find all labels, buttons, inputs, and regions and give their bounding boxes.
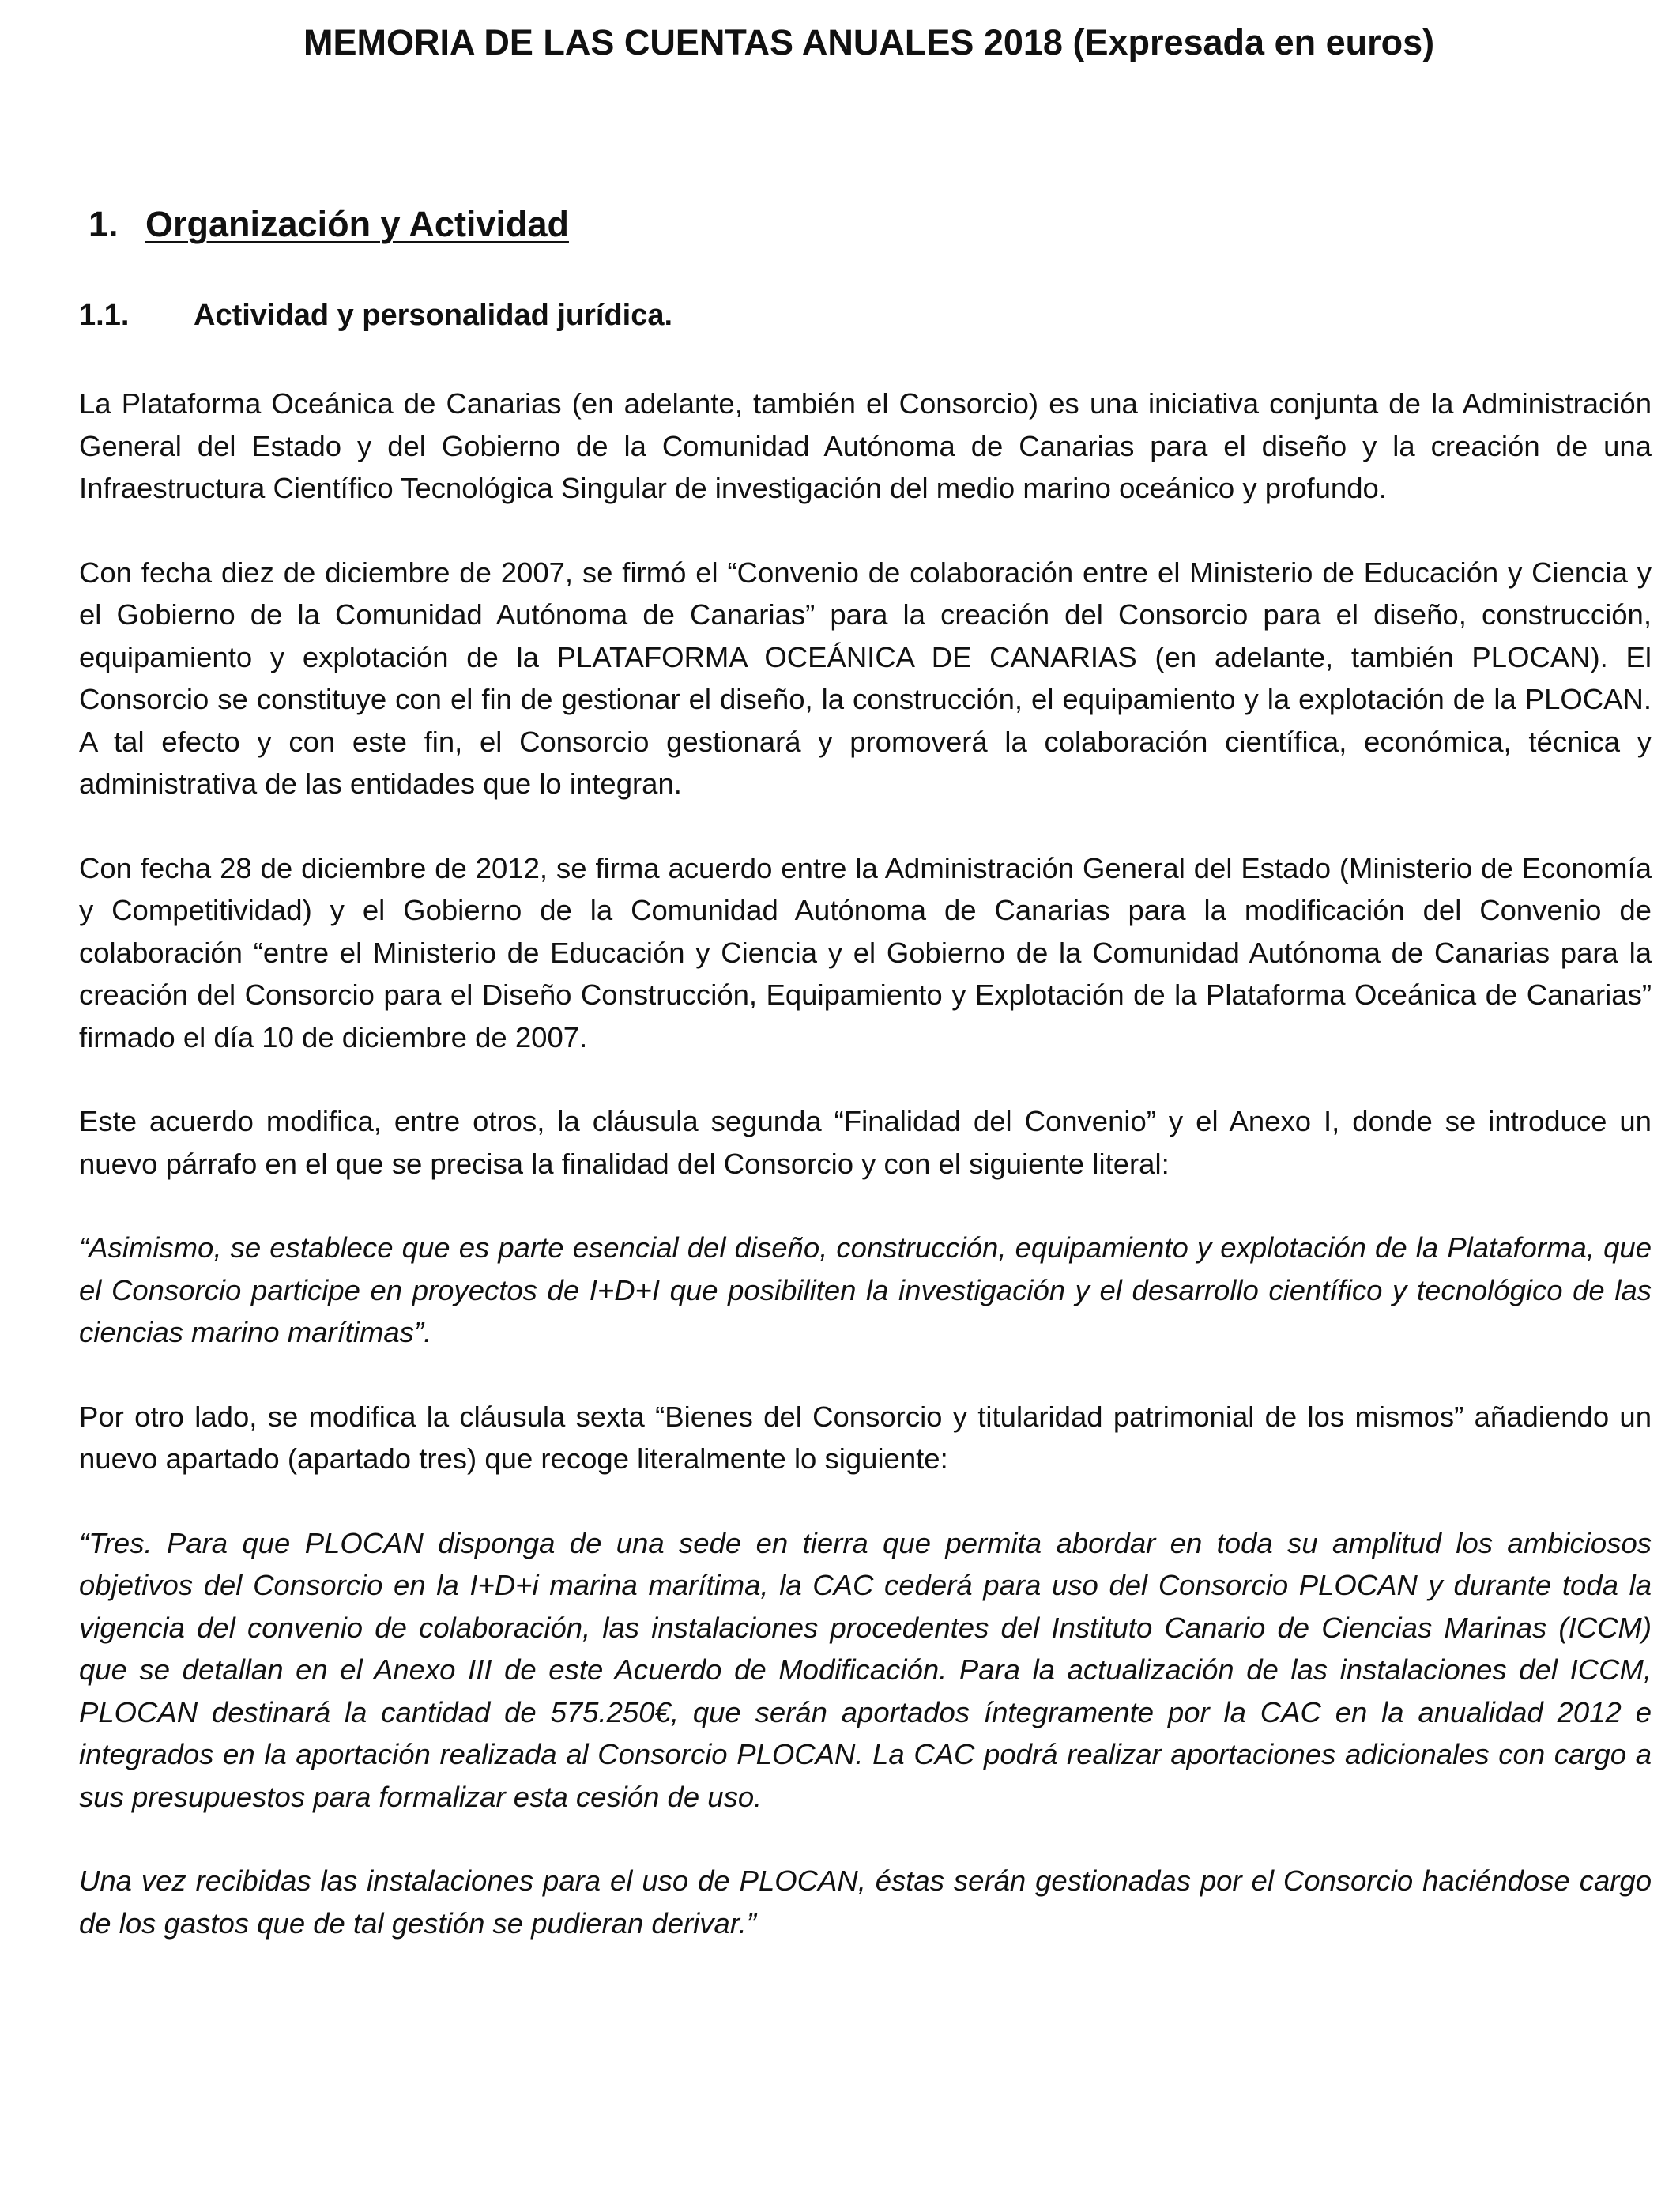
- document-body: [79, 383, 1652, 1986]
- subsection-number: 1.1.: [79, 299, 130, 332]
- subsection-heading: [79, 299, 672, 333]
- section-heading: [89, 204, 569, 245]
- quote-finalidad: “Asimismo, se establece que es parte esencial del diseño, construcción, equipamiento y explotación de la Plataforma, que el Consorcio participe en proyectos de I+D+I que posibiliten la investigación y el desarrollo científico y tecnológico de las ciencias marino marítimas”.: [79, 1231, 1652, 1348]
- section-title: Organización y Actividad: [145, 204, 569, 244]
- section-number: 1.: [89, 204, 119, 244]
- paragraph-acuerdo-2012: Con fecha 28 de diciembre de 2012, se firma acuerdo entre la Administración General del Estado (Ministerio de Economía y Competitividad) y el Gobierno de la Comunidad Autónoma de Canarias para la modificación del Convenio de colaboración “entre el Ministerio de Educación y Ciencia y el Gobierno de la Comunidad Autónoma de Canarias para la creación del Consorcio para el Diseño Construcción, Equipamiento y Explotación de la Plataforma Oceánica de Canarias” firmado el día 10 de diciembre de 2007.: [79, 851, 1652, 1054]
- subsection-title: Actividad y personalidad jurídica.: [194, 299, 673, 332]
- paragraph-clausula-sexta: Por otro lado, se modifica la cláusula sexta “Bienes del Consorcio y titularidad patrimonial de los mismos” añadiendo un nuevo apartado (apartado tres) que recoge literalmente lo siguiente:: [79, 1400, 1652, 1475]
- quote-apartado-tres: “Tres. Para que PLOCAN disponga de una sede en tierra que permita abordar en toda su amplitud los ambiciosos objetivos del Consorcio en la I+D+i marina marítima, la CAC cederá para uso del Consorcio PLOCAN y durante toda la vigencia del convenio de colaboración, las instalaciones procedentes del Instituto Canario de Ciencias Marinas (ICCM) que se detallan en el Anexo III de este Acuerdo de Modificación. Para la actualización de las instalaciones del ICCM, PLOCAN destinará la cantidad de 575.250€, que serán aportados íntegramente por la CAC en la anualidad 2012 e integrados en la aportación realizada al Consorcio PLOCAN. La CAC podrá realizar aportaciones adicionales con cargo a sus presupuestos para formalizar esta cesión de uso.: [79, 1526, 1652, 1813]
- paragraph-plocan-intro: La Plataforma Oceánica de Canarias (en adelante, también el Consorcio) es una iniciativa conjunta de la Administración General del Estado y del Gobierno de la Comunidad Autónoma de Canarias para el diseño y la creación de una Infraestructura Científico Tecnológica Singular de investigación del medio marino oceánico y profundo.: [79, 387, 1652, 504]
- paragraph-convenio-2007: Con fecha diez de diciembre de 2007, se firmó el “Convenio de colaboración entre el Ministerio de Educación y Ciencia y el Gobierno de la Comunidad Autónoma de Canarias” para la creación del Consorcio para el diseño, construcción, equipamiento y explotación de la PLATAFORMA OCEÁNICA DE CANARIAS (en adelante, también PLOCAN). El Consorcio se constituye con el fin de gestionar el diseño, la construcción, el equipamiento y la explotación de la PLOCAN. A tal efecto y con este fin, el Consorcio gestionará y promoverá la colaboración científica, económica, técnica y administrativa de las entidades que lo integran.: [79, 556, 1652, 800]
- document-title: MEMORIA DE LAS CUENTAS ANUALES 2018 (Expresada en euros): [303, 22, 1435, 62]
- paragraph-clausula-segunda: Este acuerdo modifica, entre otros, la cláusula segunda “Finalidad del Convenio” y el Anexo I, donde se introduce un nuevo párrafo en el que se precisa la finalidad del Consorcio y con el siguiente literal:: [79, 1105, 1652, 1180]
- quote-gestion-instalaciones: Una vez recibidas las instalaciones para el uso de PLOCAN, éstas serán gestionadas por el Consorcio haciéndose cargo de los gastos que de tal gestión se pudieran derivar.”: [79, 1864, 1652, 1940]
